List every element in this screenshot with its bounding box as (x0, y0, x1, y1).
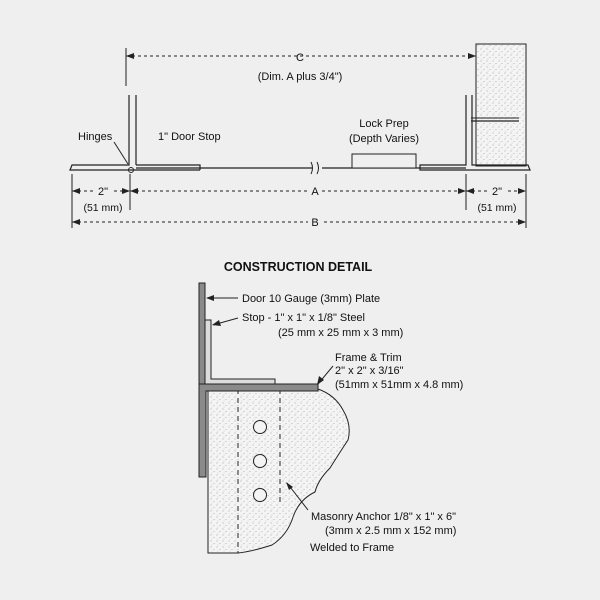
stop-label: Stop - 1" x 1" x 1/8" Steel (242, 312, 365, 324)
dim-left-in: 2" (97, 186, 109, 198)
anchor-hole (254, 489, 267, 502)
anchor-label: Masonry Anchor 1/8" x 1" x 6" (311, 511, 457, 523)
dim-a-label: A (311, 186, 319, 198)
frame-size-in: 2" x 2" x 3/16" (335, 365, 404, 377)
dim-c-label: C (296, 52, 304, 64)
frame-size-mm: (51mm x 51mm x 4.8 mm) (335, 379, 464, 391)
construction-detail (199, 260, 463, 554)
anchor-size-mm: (3mm x 2.5 mm x 152 mm) (325, 525, 457, 537)
detail-title: CONSTRUCTION DETAIL (223, 260, 373, 274)
lock-prep-note: (Depth Varies) (348, 133, 420, 145)
hinges-leader (114, 142, 128, 164)
dim-right-mm: (51 mm) (477, 202, 517, 214)
dim-left-mm: (51 mm) (83, 202, 123, 214)
frame-label: Frame & Trim (335, 352, 402, 364)
dim-c-note: (Dim. A plus 3/4") (257, 71, 343, 83)
door-stop-label: 1" Door Stop (158, 131, 221, 143)
stop-size-mm: (25 mm x 25 mm x 3 mm) (278, 327, 404, 339)
stop-angle (205, 320, 275, 384)
lock-prep-box (352, 154, 416, 168)
dim-right-in: 2" (491, 186, 503, 198)
door-plate (199, 283, 205, 384)
dim-b-label: B (311, 217, 319, 229)
masonry-wall-right (476, 44, 526, 166)
door-plate-label: Door 10 Gauge (3mm) Plate (242, 293, 381, 305)
anchor-hole (254, 455, 267, 468)
anchor-hole (254, 421, 267, 434)
plan-view (70, 44, 530, 229)
hinges-label: Hinges (78, 131, 113, 143)
anchor-weld-note: Welded to Frame (310, 542, 395, 554)
lock-prep-label: Lock Prep (359, 118, 409, 130)
break-line (311, 162, 319, 174)
